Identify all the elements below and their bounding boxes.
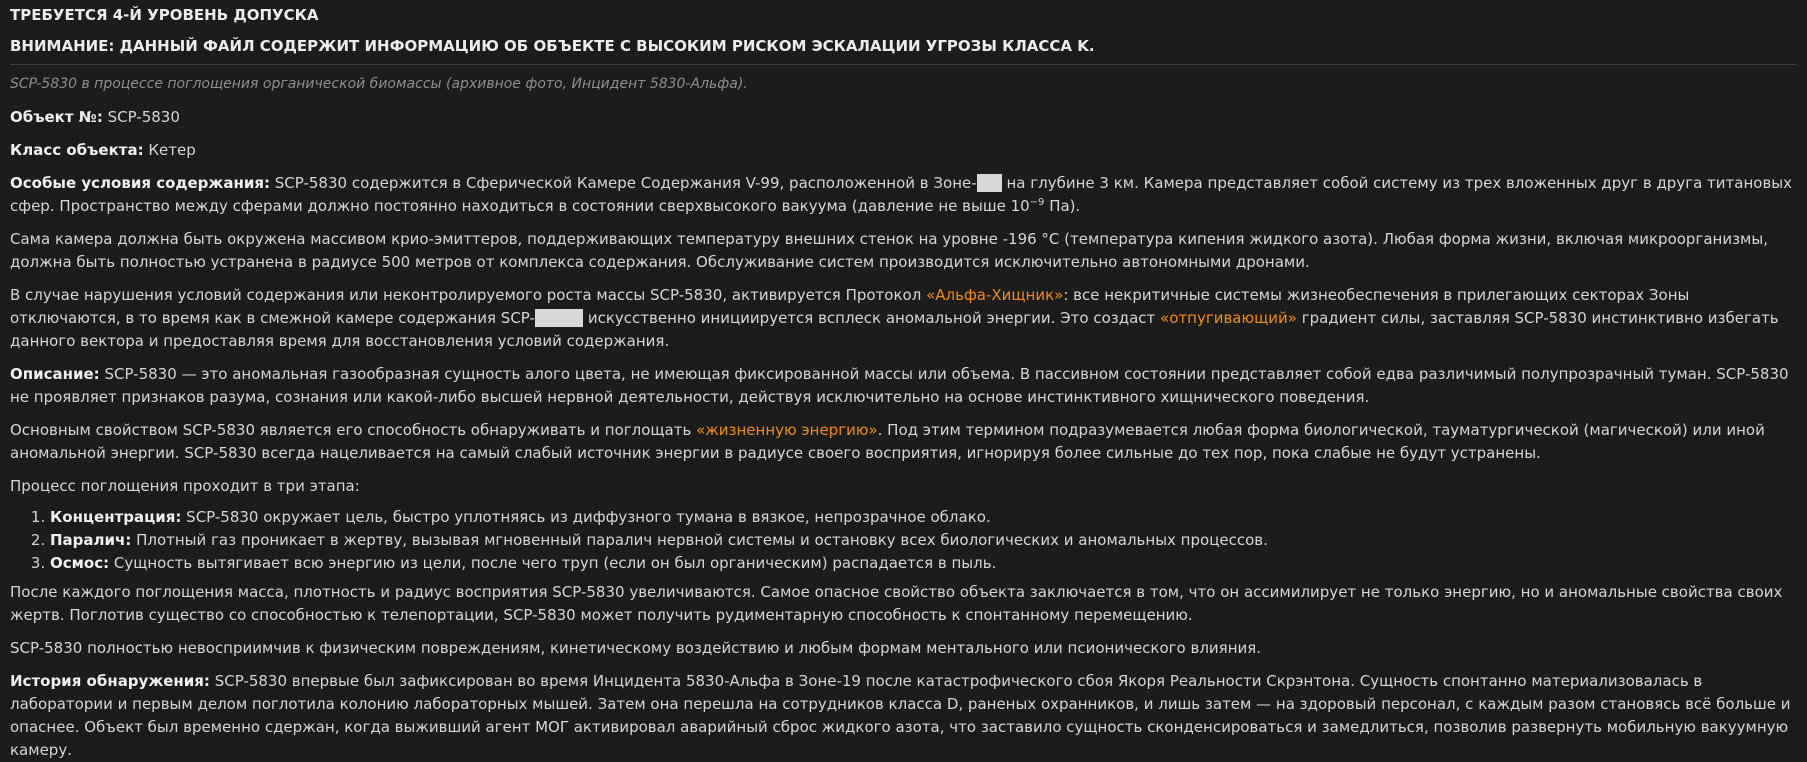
repellent-link[interactable]: «отпугивающий»	[1160, 309, 1297, 327]
protocol-text-c: искусственно инициируется всплеск аномальной энергии. Это создаст	[583, 309, 1161, 327]
clearance-header: ТРЕБУЕТСЯ 4-Й УРОВЕНЬ ДОПУСКА	[10, 6, 319, 24]
history-paragraph	[10, 670, 1797, 762]
energy-text-b: . Под этим термином подразумевается любая форма биологической, тауматургической (магической) или иной аномальной энергии. SCP-5830 всегда нацеливается на самый слабый источник энергии в радиусе своего восприятия, игнорируя более сильные до тех пор, пока слабые не будут устранены.	[10, 421, 1765, 462]
stage-text: Сущность вытягивает всю энергию из цели, после чего труп (если он был органическим) распадается в пыль.	[109, 554, 997, 572]
description-paragraph-3: После каждого поглощения масса, плотность и радиус восприятия SCP-5830 увеличиваются. Самое опасное свойство объекта заключается в том, что он ассимилирует не только энергию, но и аномальные свойства своих жертв. Поглотив существо со способностью к телепортации, SCP-5830 может получить рудиментарную способность к спонтанному перемещению.	[10, 583, 1783, 624]
exponent: −9	[1029, 197, 1045, 208]
description-label: Описание:	[10, 365, 100, 383]
item-number-value: SCP-5830	[102, 108, 180, 126]
life-energy-link[interactable]: «жизненную энергию»	[696, 421, 878, 439]
protocol-text-b: : все некритичные системы жизнеобеспечения в прилегающих секторах Зоны отключаются, в то время как в смежной камере содержания SCP-	[10, 286, 1690, 327]
redacted-block: ████	[535, 309, 583, 327]
process-intro: Процесс поглощения проходит в три этапа:	[10, 477, 360, 495]
history-text: SCP-5830 впервые был зафиксирован во время Инцидента 5830-Альфа в Зоне-19 после катастрофического сбоя Якоря Реальности Скрэнтона. Сущность спонтанно материализовалась в лаборатории и первым делом поглотила колонию лабораторных мышей. Затем она перешла на сотрудников класса D, раненых охранников, и лишь затем — на здоровый персонал, с каждым разом становясь всё больше и опаснее. Объект был временно сдержан, когда выживший агент МОГ активировал аварийный сброс жидкого азота, что заставило сущность сконденсироваться и замедлиться, позволив развернуть мобильную вакуумную камеру.	[10, 672, 1791, 759]
object-class-label: Класс объекта:	[10, 141, 144, 159]
stage-text: Плотный газ проникает в жертву, вызывая мгновенный паралич нервной системы и остановку всех биологических и аномальных процессов.	[131, 531, 1268, 549]
image-caption: SCP-5830 в процессе поглощения органической биомассы (архивное фото, Инцидент 5830-Альфа).	[10, 76, 748, 92]
energy-text-a: Основным свойством SCP-5830 является его способность обнаруживать и поглощать	[10, 421, 697, 439]
stage-name: Осмос:	[50, 554, 110, 572]
history-label: История обнаружения:	[10, 672, 210, 690]
containment-paragraph-3	[10, 284, 1797, 353]
protocol-text-a: В случае нарушения условий содержания или неконтролируемого роста массы SCP-5830, активируется Протокол	[10, 286, 927, 304]
description-paragraph-4: SCP-5830 полностью невосприимчив к физическим повреждениям, кинетическому воздействию и любым формам ментального или псионического влияния.	[10, 639, 1262, 657]
containment-paragraph-2: Сама камера должна быть окружена массивом крио-эмиттеров, поддерживающих температуру внешних стенок на уровне -196 °C (температура кипения жидкого азота). Любая форма жизни, включая микроорганизмы, должна быть полностью устранена в радиусе 500 метров от комплекса содержания. Обслуживание систем производится исключительно автономными дронами.	[10, 230, 1768, 271]
object-class-value: Кетер	[143, 141, 196, 159]
warning-header: ВНИМАНИЕ: ДАННЫЙ ФАЙЛ СОДЕРЖИТ ИНФОРМАЦИЮ ОБ ОБЪЕКТЕ С ВЫСОКИМ РИСКОМ ЭСКАЛАЦИИ УГРОЗЫ КЛАССА K.	[10, 35, 1797, 65]
description-text: SCP-5830 — это аномальная газообразная сущность алого цвета, не имеющая фиксированной массы или объема. В пассивном состоянии представляет собой едва различимый полупрозрачный туман. SCP-5830 не проявляет признаков разума, сознания или какой-либо высшей нервной деятельности, действуя исключительно на основе инстинктивного хищнического поведения.	[10, 365, 1789, 406]
item-number-label: Объект №:	[10, 108, 103, 126]
redacted-block: ██	[977, 174, 1001, 192]
list-item	[50, 529, 1797, 552]
list-item	[50, 552, 1797, 575]
containment-text-c: Па).	[1044, 197, 1081, 215]
containment-text-a: SCP-5830 содержится в Сферической Камере Содержания V-99, расположенной в Зоне-	[269, 174, 977, 192]
containment-paragraph-1	[10, 172, 1797, 218]
description-paragraph-2	[10, 419, 1797, 465]
stage-name: Паралич:	[50, 531, 132, 549]
stage-text: SCP-5830 окружает цель, быстро уплотняясь из диффузного тумана в вязкое, непрозрачное облако.	[181, 508, 991, 526]
stage-name: Концентрация:	[50, 508, 182, 526]
protocol-text-d: градиент силы, заставляя SCP-5830 инстинктивно избегать данного вектора и предоставляя время для восстановления условий содержания.	[10, 309, 1779, 350]
stages-list	[10, 506, 1797, 575]
containment-label: Особые условия содержания:	[10, 174, 270, 192]
description-paragraph-1	[10, 363, 1797, 409]
item-number	[10, 106, 1797, 129]
containment-text-b: на глубине 3 км. Камера представляет собой систему из трех вложенных друг в друга титановых сфер. Пространство между сферами должно постоянно находиться в состоянии сверхвысокого вакуума (давление не выше 10	[10, 174, 1793, 215]
protocol-link[interactable]: «Альфа-Хищник»	[926, 286, 1064, 304]
object-class	[10, 139, 1797, 162]
list-item	[50, 506, 1797, 529]
